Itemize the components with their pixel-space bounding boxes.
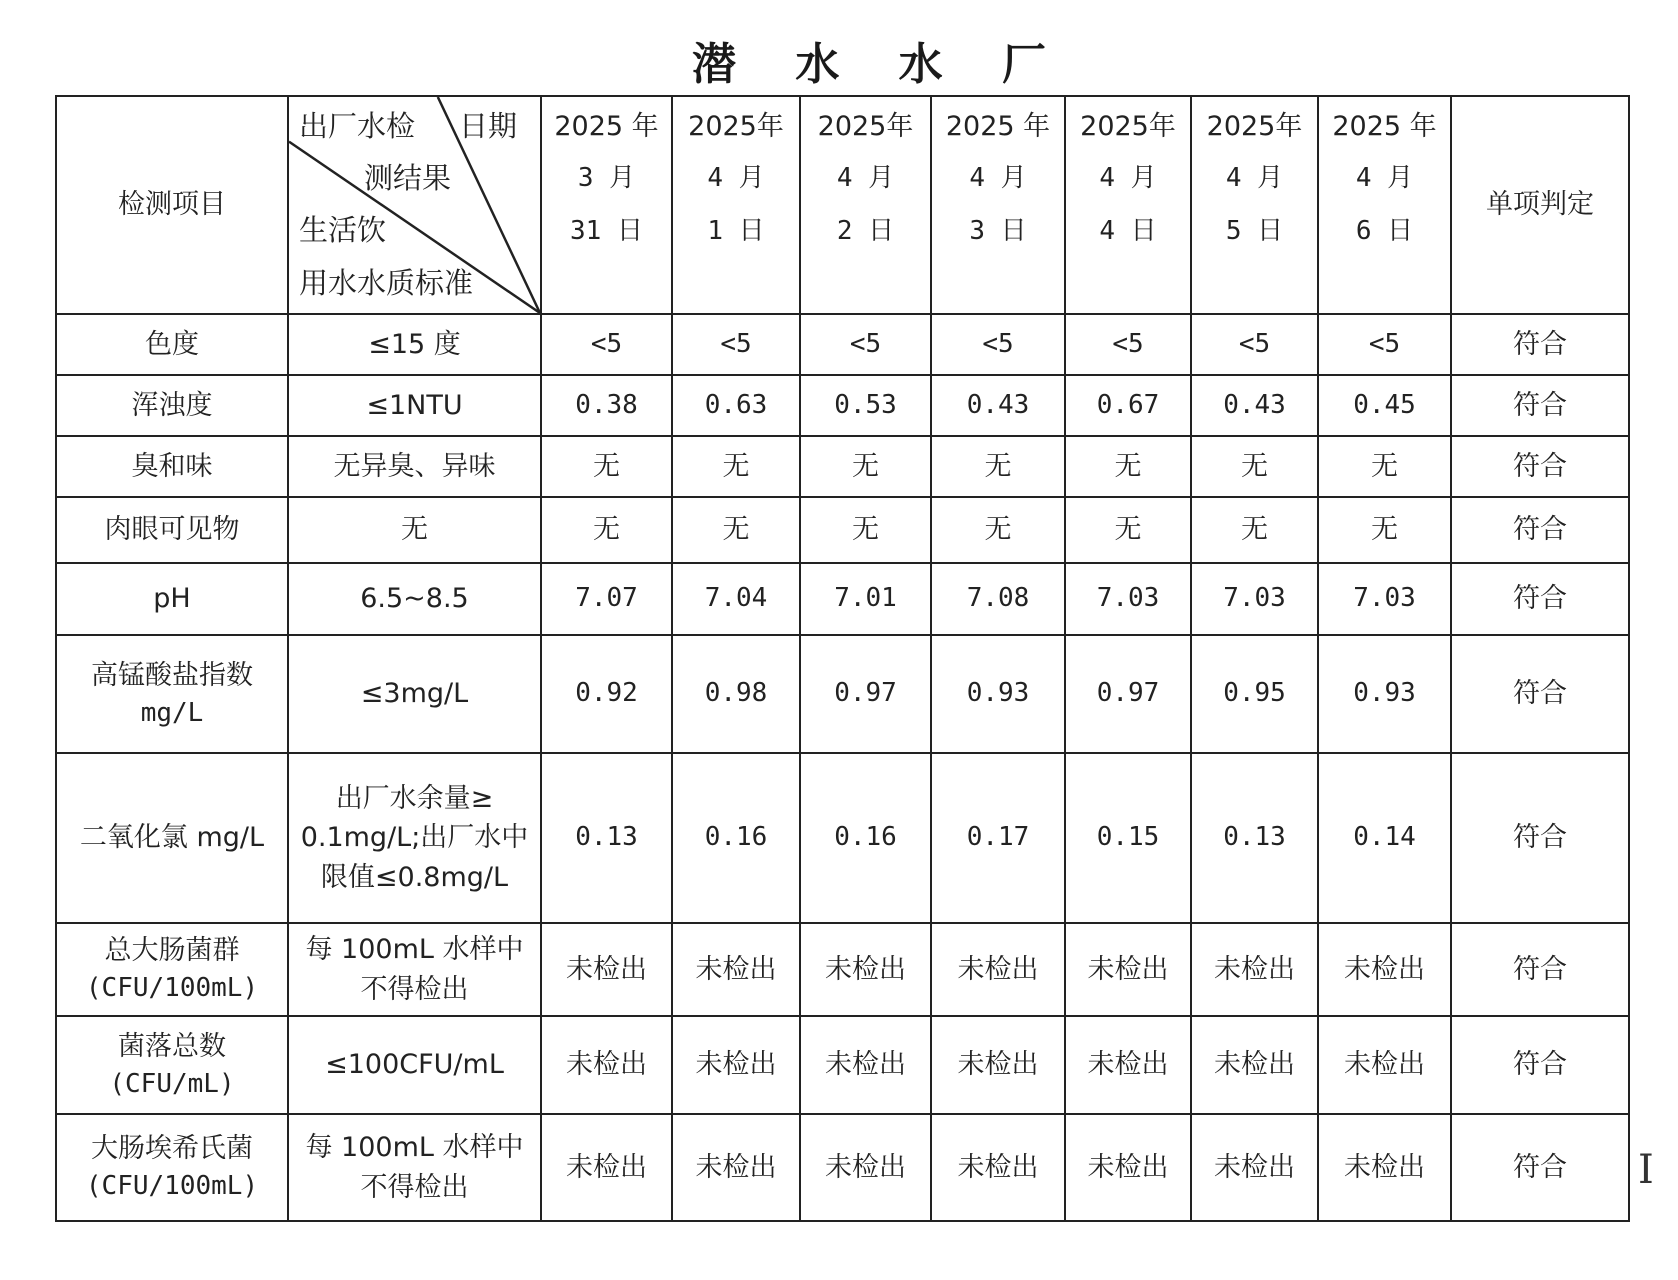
date-col-2: 2025年 4 月 1 日: [672, 96, 800, 314]
table-row: [56, 436, 1629, 497]
value-cell: <5: [1065, 314, 1191, 375]
item-cell: 菌落总数 (CFU/mL): [56, 1016, 288, 1114]
standard-cell: 无: [288, 497, 541, 563]
value-cell: 无: [800, 497, 931, 563]
value-cell: 7.01: [800, 563, 931, 635]
value-cell: 未检出: [672, 923, 800, 1016]
table-row: [56, 923, 1629, 1016]
diag-mid: 测结果: [364, 161, 452, 195]
value-cell: 0.16: [672, 753, 800, 923]
water-quality-table: [55, 95, 1630, 1222]
value-cell: 未检出: [1065, 1114, 1191, 1221]
value-cell: 未检出: [800, 1016, 931, 1114]
value-cell: 0.13: [1191, 753, 1318, 923]
header-diagonal-cell: [288, 96, 541, 314]
standard-cell: 每 100mL 水样中 不得检出: [288, 923, 541, 1016]
table-row: [56, 314, 1629, 375]
standard-cell: 每 100mL 水样中 不得检出: [288, 1114, 541, 1221]
value-cell: 7.03: [1318, 563, 1451, 635]
value-cell: 7.07: [541, 563, 672, 635]
value-cell: 0.93: [1318, 635, 1451, 753]
value-cell: 0.98: [672, 635, 800, 753]
date-col-6: 2025年 4 月 5 日: [1191, 96, 1318, 314]
value-cell: 未检出: [541, 923, 672, 1016]
value-cell: 0.97: [800, 635, 931, 753]
value-cell: 7.08: [931, 563, 1065, 635]
table-row: [56, 1016, 1629, 1114]
judgement-cell: 符合: [1451, 1114, 1629, 1221]
value-cell: 未检出: [1191, 1114, 1318, 1221]
value-cell: 7.03: [1065, 563, 1191, 635]
value-cell: 0.15: [1065, 753, 1191, 923]
judgement-cell: 符合: [1451, 563, 1629, 635]
item-cell: pH: [56, 563, 288, 635]
judgement-cell: 符合: [1451, 436, 1629, 497]
item-cell: 总大肠菌群 (CFU/100mL): [56, 923, 288, 1016]
date-col-1: 2025 年 3 月 31 日: [541, 96, 672, 314]
value-cell: 0.93: [931, 635, 1065, 753]
value-cell: <5: [541, 314, 672, 375]
header-row: [56, 96, 1629, 314]
value-cell: 未检出: [931, 923, 1065, 1016]
value-cell: 未检出: [541, 1016, 672, 1114]
value-cell: 无: [1318, 497, 1451, 563]
judgement-cell: 符合: [1451, 923, 1629, 1016]
value-cell: 无: [931, 436, 1065, 497]
diag-top-right: 日期: [459, 109, 518, 143]
table-row: [56, 563, 1629, 635]
item-cell: 大肠埃希氏菌 (CFU/100mL): [56, 1114, 288, 1221]
value-cell: 未检出: [931, 1114, 1065, 1221]
value-cell: <5: [672, 314, 800, 375]
item-cell: 色度: [56, 314, 288, 375]
value-cell: 未检出: [1318, 1114, 1451, 1221]
item-cell: 臭和味: [56, 436, 288, 497]
value-cell: 未检出: [931, 1016, 1065, 1114]
standard-cell: 6.5~8.5: [288, 563, 541, 635]
standard-cell: ≤15 度: [288, 314, 541, 375]
diag-top-left: 出厂水检: [299, 109, 416, 143]
value-cell: 0.53: [800, 375, 931, 436]
judgement-cell: 符合: [1451, 375, 1629, 436]
value-cell: 0.45: [1318, 375, 1451, 436]
value-cell: 未检出: [1318, 1016, 1451, 1114]
value-cell: 未检出: [672, 1114, 800, 1221]
judgement-cell: 符合: [1451, 635, 1629, 753]
value-cell: 无: [541, 497, 672, 563]
value-cell: 无: [1191, 497, 1318, 563]
value-cell: 无: [931, 497, 1065, 563]
judgement-cell: 符合: [1451, 1016, 1629, 1114]
standard-cell: 无异臭、异味: [288, 436, 541, 497]
table-row: [56, 753, 1629, 923]
value-cell: 无: [541, 436, 672, 497]
value-cell: 未检出: [1065, 1016, 1191, 1114]
date-col-7: 2025 年 4 月 6 日: [1318, 96, 1451, 314]
value-cell: 无: [672, 436, 800, 497]
value-cell: 0.13: [541, 753, 672, 923]
value-cell: 0.16: [800, 753, 931, 923]
value-cell: 无: [1318, 436, 1451, 497]
value-cell: <5: [1318, 314, 1451, 375]
value-cell: 无: [672, 497, 800, 563]
date-col-5: 2025年 4 月 4 日: [1065, 96, 1191, 314]
date-col-3: 2025年 4 月 2 日: [800, 96, 931, 314]
diag-bottom-1: 生活饮: [299, 213, 387, 247]
item-cell: 二氧化氯 mg/L: [56, 753, 288, 923]
value-cell: 0.67: [1065, 375, 1191, 436]
value-cell: 未检出: [800, 1114, 931, 1221]
judgement-cell: 符合: [1451, 497, 1629, 563]
table-row: [56, 375, 1629, 436]
item-cell: 肉眼可见物: [56, 497, 288, 563]
item-cell: 高锰酸盐指数 mg/L: [56, 635, 288, 753]
value-cell: 0.97: [1065, 635, 1191, 753]
page-title: 潜 水 水 厂: [692, 39, 1068, 90]
value-cell: 未检出: [1065, 923, 1191, 1016]
header-item-col: 检测项目: [56, 96, 288, 314]
value-cell: 0.38: [541, 375, 672, 436]
value-cell: 未检出: [1191, 1016, 1318, 1114]
value-cell: 未检出: [1318, 923, 1451, 1016]
standard-cell: ≤1NTU: [288, 375, 541, 436]
table-row: [56, 635, 1629, 753]
text-cursor-icon: Ι: [1638, 1147, 1654, 1193]
value-cell: <5: [931, 314, 1065, 375]
value-cell: 未检出: [1191, 923, 1318, 1016]
standard-cell: 出厂水余量≥ 0.1mg/L;出厂水中 限值≤0.8mg/L: [288, 753, 541, 923]
table-row: [56, 497, 1629, 563]
value-cell: 无: [1065, 436, 1191, 497]
standard-cell: ≤3mg/L: [288, 635, 541, 753]
value-cell: 0.63: [672, 375, 800, 436]
value-cell: 无: [1191, 436, 1318, 497]
table-row: [56, 1114, 1629, 1221]
value-cell: 无: [1065, 497, 1191, 563]
value-cell: 未检出: [672, 1016, 800, 1114]
judgement-cell: 符合: [1451, 314, 1629, 375]
value-cell: <5: [1191, 314, 1318, 375]
value-cell: 0.92: [541, 635, 672, 753]
judgement-cell: 符合: [1451, 753, 1629, 923]
value-cell: 7.03: [1191, 563, 1318, 635]
value-cell: 7.04: [672, 563, 800, 635]
header-judgement-col: 单项判定: [1451, 96, 1629, 314]
value-cell: 未检出: [541, 1114, 672, 1221]
diag-bottom-2: 用水水质标准: [299, 266, 474, 300]
value-cell: 0.43: [1191, 375, 1318, 436]
value-cell: 0.43: [931, 375, 1065, 436]
date-col-4: 2025 年 4 月 3 日: [931, 96, 1065, 314]
value-cell: <5: [800, 314, 931, 375]
item-cell: 浑浊度: [56, 375, 288, 436]
value-cell: 未检出: [800, 923, 931, 1016]
value-cell: 无: [800, 436, 931, 497]
standard-cell: ≤100CFU/mL: [288, 1016, 541, 1114]
value-cell: 0.14: [1318, 753, 1451, 923]
value-cell: 0.95: [1191, 635, 1318, 753]
value-cell: 0.17: [931, 753, 1065, 923]
